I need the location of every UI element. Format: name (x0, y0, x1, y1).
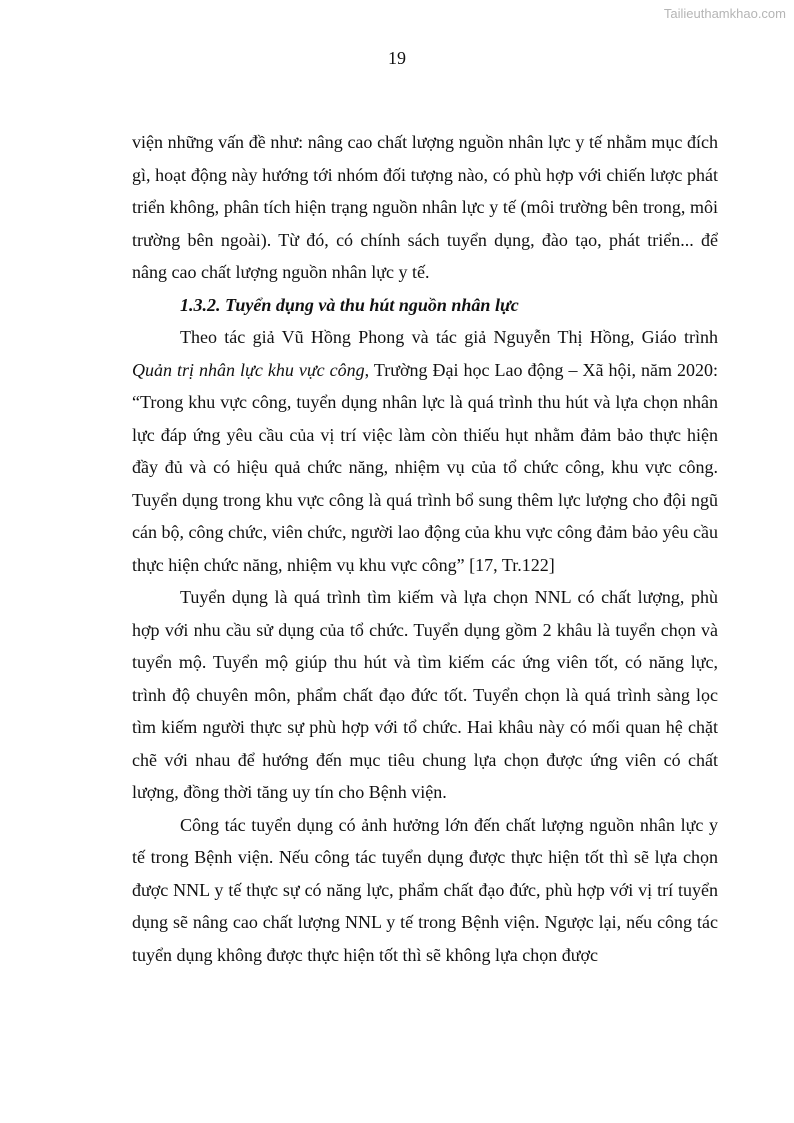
book-title: Quản trị nhân lực khu vực công (132, 359, 365, 380)
page-body (132, 126, 718, 971)
paragraph-definition-quote: , Trường Đại học Lao động – Xã hội, năm 2020: “Trong khu vực công, tuyển dụng nhân lực là quá trình thu hút và lựa chọn nhân lực đáp ứng yêu cầu của vị trí việc làm còn thiếu hụt nhằm đảm bảo thực hiện đầy đủ và có hiệu quả chức năng, nhiệm vụ của tổ chức công, khu vực công. Tuyển dụng trong khu vực công là quá trình bổ sung thêm lực lượng cho đội ngũ cán bộ, công chức, viên chức, người lao động của khu vực công đảm bảo yêu cầu thực hiện chức năng, nhiệm vụ khu vực công” [17, Tr.122] (132, 359, 719, 575)
paragraph-impact: Công tác tuyển dụng có ảnh hưởng lớn đến chất lượng nguồn nhân lực y tế trong Bệnh viện. Nếu công tác tuyển dụng được thực hiện tốt thì sẽ lựa chọn được NNL y tế thực sự có năng lực, phẩm chất đạo đức, phù hợp với vị trí tuyển dụng sẽ nâng cao chất lượng NNL y tế trong Bệnh viện. Ngược lại, nếu công tác tuyển dụng không được thực hiện tốt thì sẽ không lựa chọn được (132, 814, 718, 965)
section-heading: 1.3.2. Tuyển dụng và thu hút nguồn nhân lực (180, 294, 519, 315)
paragraph-definition (132, 321, 718, 581)
paragraph-continuation: viện những vấn đề như: nâng cao chất lượng nguồn nhân lực y tế nhằm mục đích gì, hoạt động này hướng tới nhóm đối tượng nào, có phù hợp với chiến lược phát triển không, phân tích hiện trạng nguồn nhân lực y tế (môi trường bên trong, môi trường bên ngoài). Từ đó, có chính sách tuyển dụng, đào tạo, phát triển... để nâng cao chất lượng nguồn nhân lực y tế. (132, 132, 718, 282)
page-number: 19 (388, 48, 406, 68)
paragraph-definition-intro: Theo tác giả Vũ Hồng Phong và tác giả Nguyễn Thị Hồng, Giáo trình (180, 327, 718, 347)
paragraph-recruitment: Tuyển dụng là quá trình tìm kiếm và lựa chọn NNL có chất lượng, phù hợp với nhu cầu sử dụng của tổ chức. Tuyển dụng gồm 2 khâu là tuyển chọn và tuyển mộ. Tuyển mộ giúp thu hút và tìm kiếm các ứng viên tốt, có năng lực, trình độ chuyên môn, phẩm chất đạo đức tốt. Tuyển chọn là quá trình sàng lọc tìm kiếm người thực sự phù hợp với tổ chức. Hai khâu này có mối quan hệ chặt chẽ với nhau để hướng đến mục tiêu chung lựa chọn được ứng viên có chất lượng, đồng thời tăng uy tín cho Bệnh viện. (132, 587, 718, 802)
watermark: Tailieuthamkhao.com (663, 6, 786, 21)
